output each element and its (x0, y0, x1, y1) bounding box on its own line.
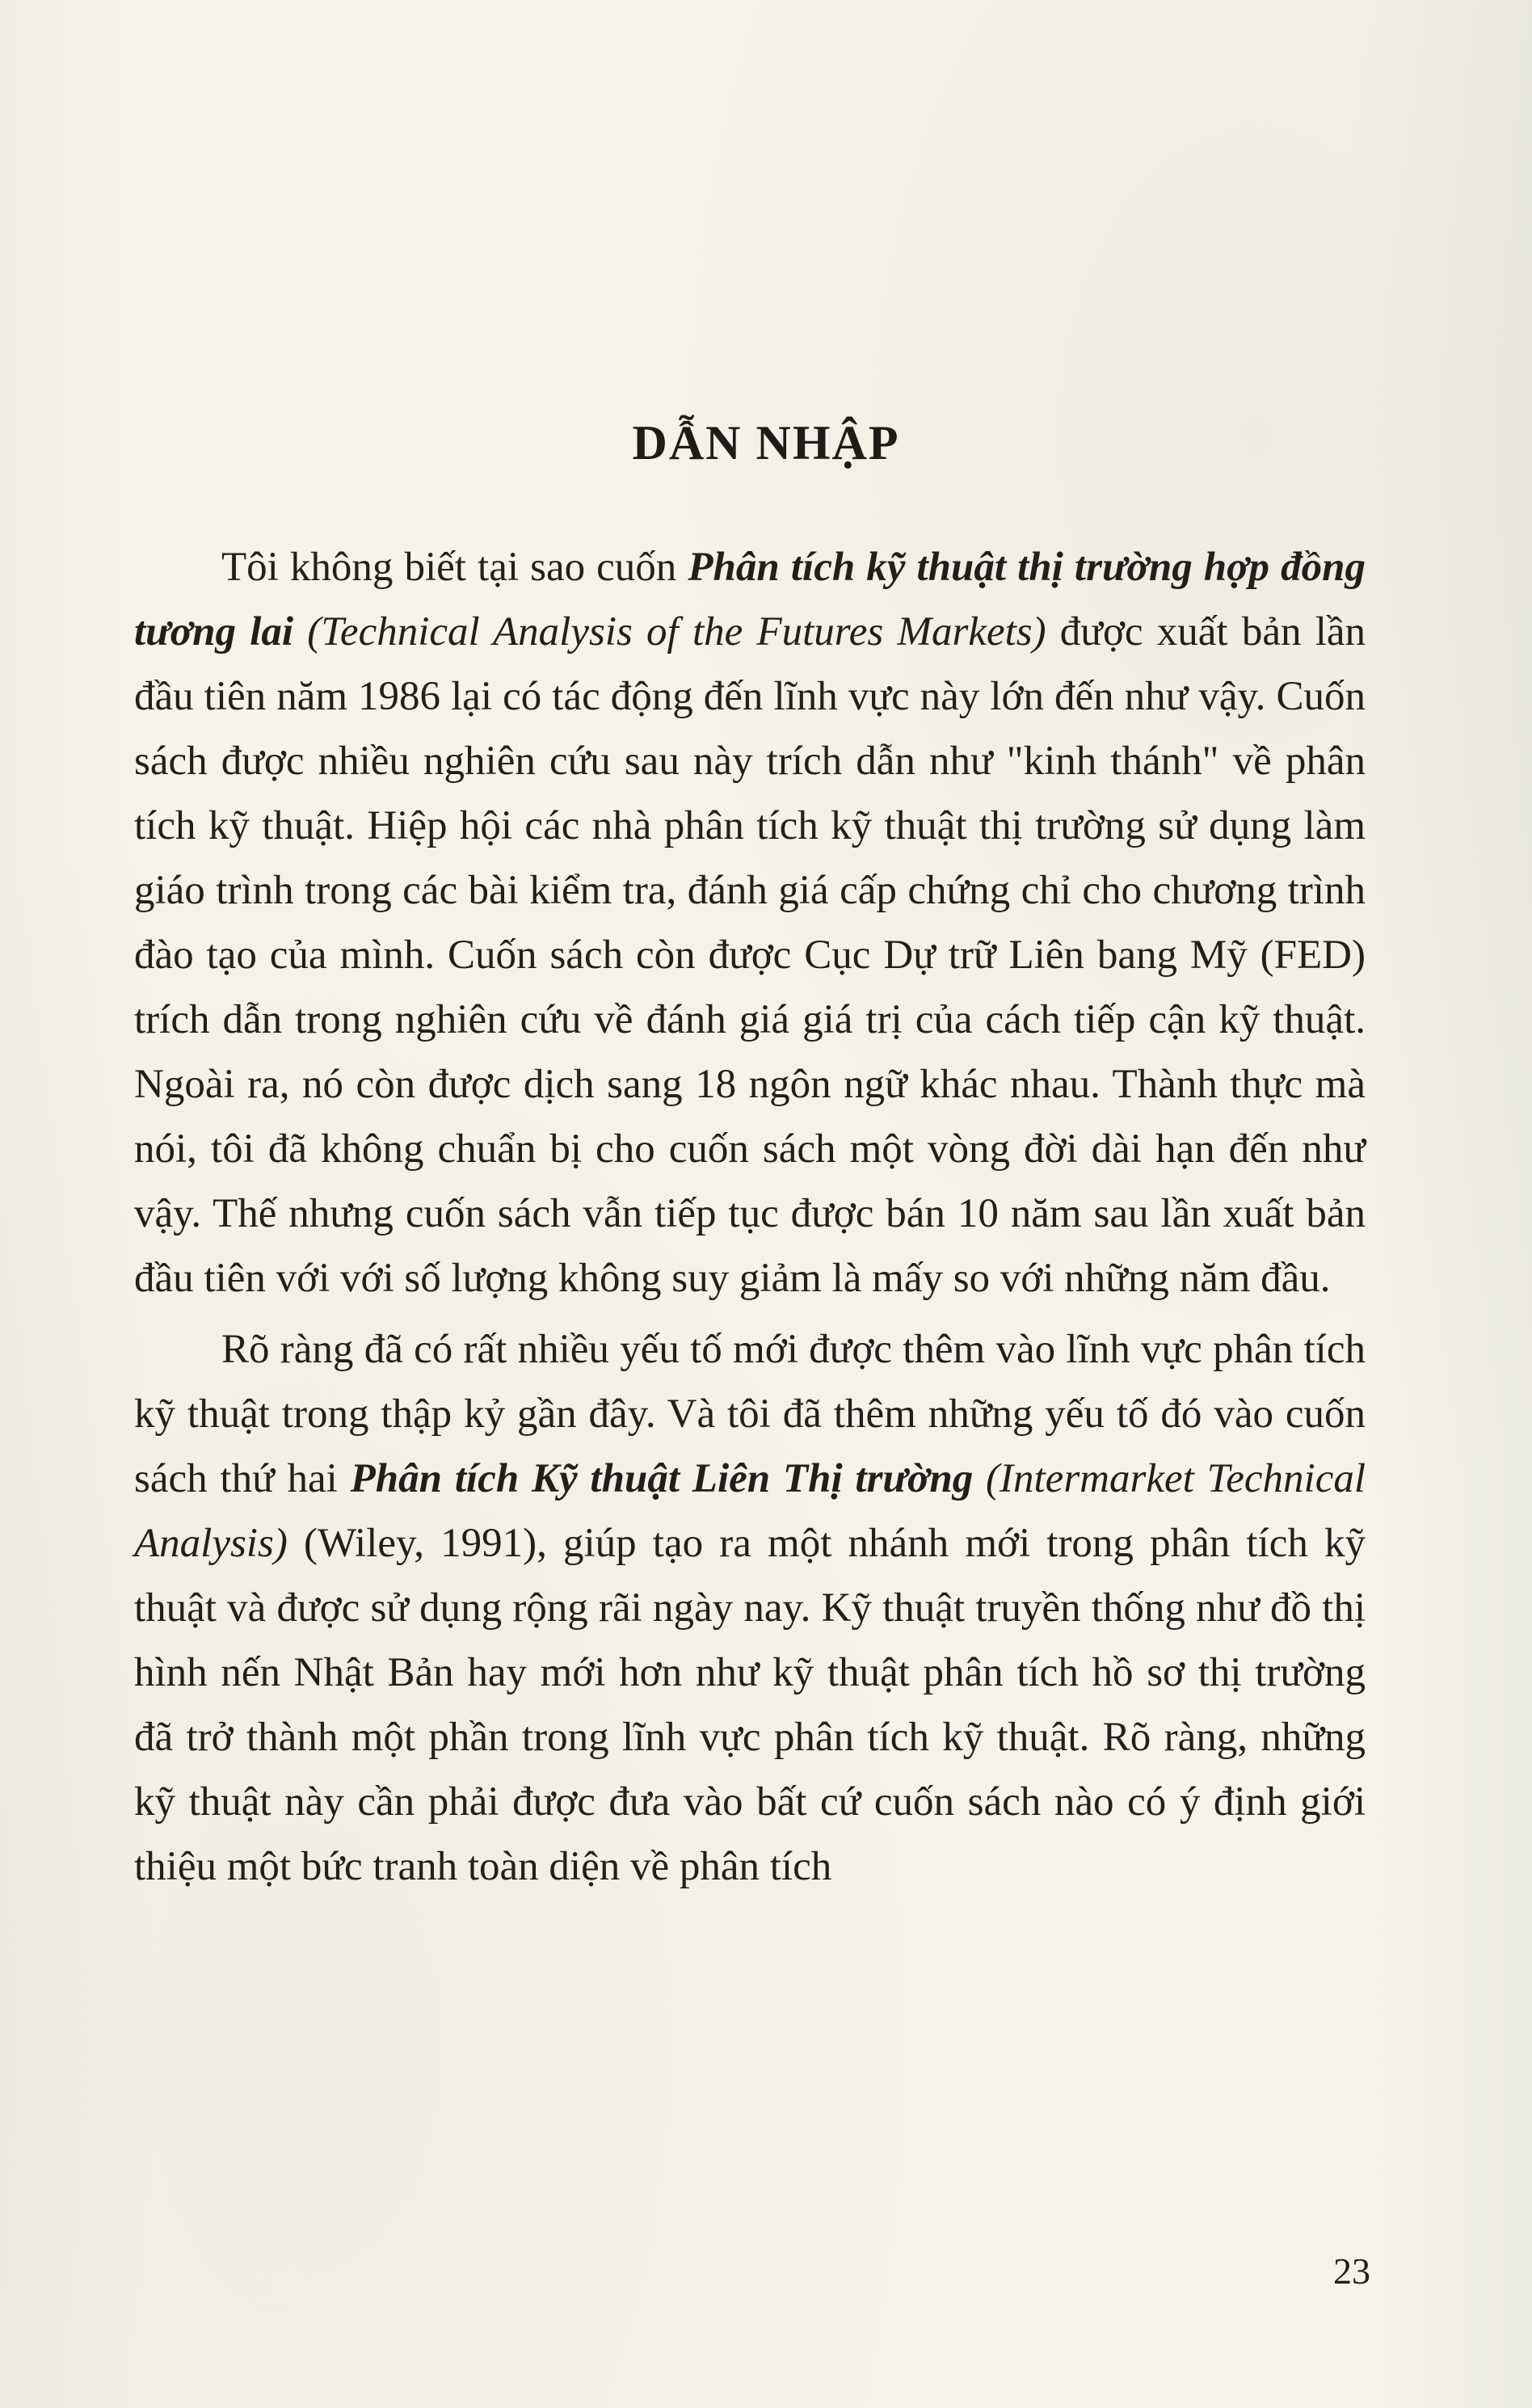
page-number: 23 (1333, 2250, 1370, 2292)
book-title-english-2: (Intermarket Technical Analysis) (134, 1456, 1366, 1566)
book-title-vietnamese-2: Phân tích Kỹ thuật Liên Thị trường (350, 1456, 974, 1501)
paragraph-1-body: được xuất bản lần đầu tiên năm 1986 lại có tác động đến lĩnh vực này lớn đến như vậy. Cuốn sách được nhiều nghiên cứu sau này trích dẫn như "kinh thánh" về phân tích kỹ thuật. Hiệp hội các nhà phân tích kỹ thuật thị trường sử dụng làm giáo trình trong các bài kiểm tra, đánh giá cấp chứng chỉ cho chương trình đào tạo của mình. Cuốn sách còn được Cục Dự trữ Liên bang Mỹ (FED) trích dẫn trong nghiên cứu về đánh giá giá trị của cách tiếp cận kỹ thuật. Ngoài ra, nó còn được dịch sang 18 ngôn ngữ khác nhau. Thành thực mà nói, tôi đã không chuẩn bị cho cuốn sách một vòng đời dài hạn đến như vậy. Thế nhưng cuốn sách vẫn tiếp tục được bán 10 năm sau lần xuất bản đầu tiên với với số lượng không suy giảm là mấy so với những năm đầu. (134, 609, 1366, 1301)
paragraph-2-body: (Wiley, 1991), giúp tạo ra một nhánh mới trong phân tích kỹ thuật và được sử dụng rộng rãi ngày nay. Kỹ thuật truyền thống như đồ thị hình nến Nhật Bản hay mới hơn như kỹ thuật phân tích hồ sơ thị trường đã trở thành một phần trong lĩnh vực phân tích kỹ thuật. Rõ ràng, những kỹ thuật này cần phải được đưa vào bất cứ cuốn sách nào có ý định giới thiệu một bức tranh toàn diện về phân tích (134, 1521, 1366, 1889)
paragraph-1-intro: Tôi không biết tại sao cuốn (221, 545, 688, 590)
paragraph-2 (134, 1317, 1366, 1899)
paragraph-2-intro: Rõ ràng đã có rất nhiều yếu tố mới được thêm vào lĩnh vực phân tích kỹ thuật trong thập kỷ gần đây. Và tôi đã thêm những yếu tố đó vào cuốn sách thứ hai (134, 1327, 1366, 1501)
book-title-english-1: (Technical Analysis of the Futures Markets) (307, 609, 1046, 655)
paragraph-1 (134, 535, 1366, 1311)
book-title-vietnamese-1: Phân tích kỹ thuật thị trường hợp đồng tương lai (134, 545, 1366, 655)
chapter-heading: DẪN NHẬP (632, 416, 900, 469)
body-text (134, 535, 1366, 1899)
